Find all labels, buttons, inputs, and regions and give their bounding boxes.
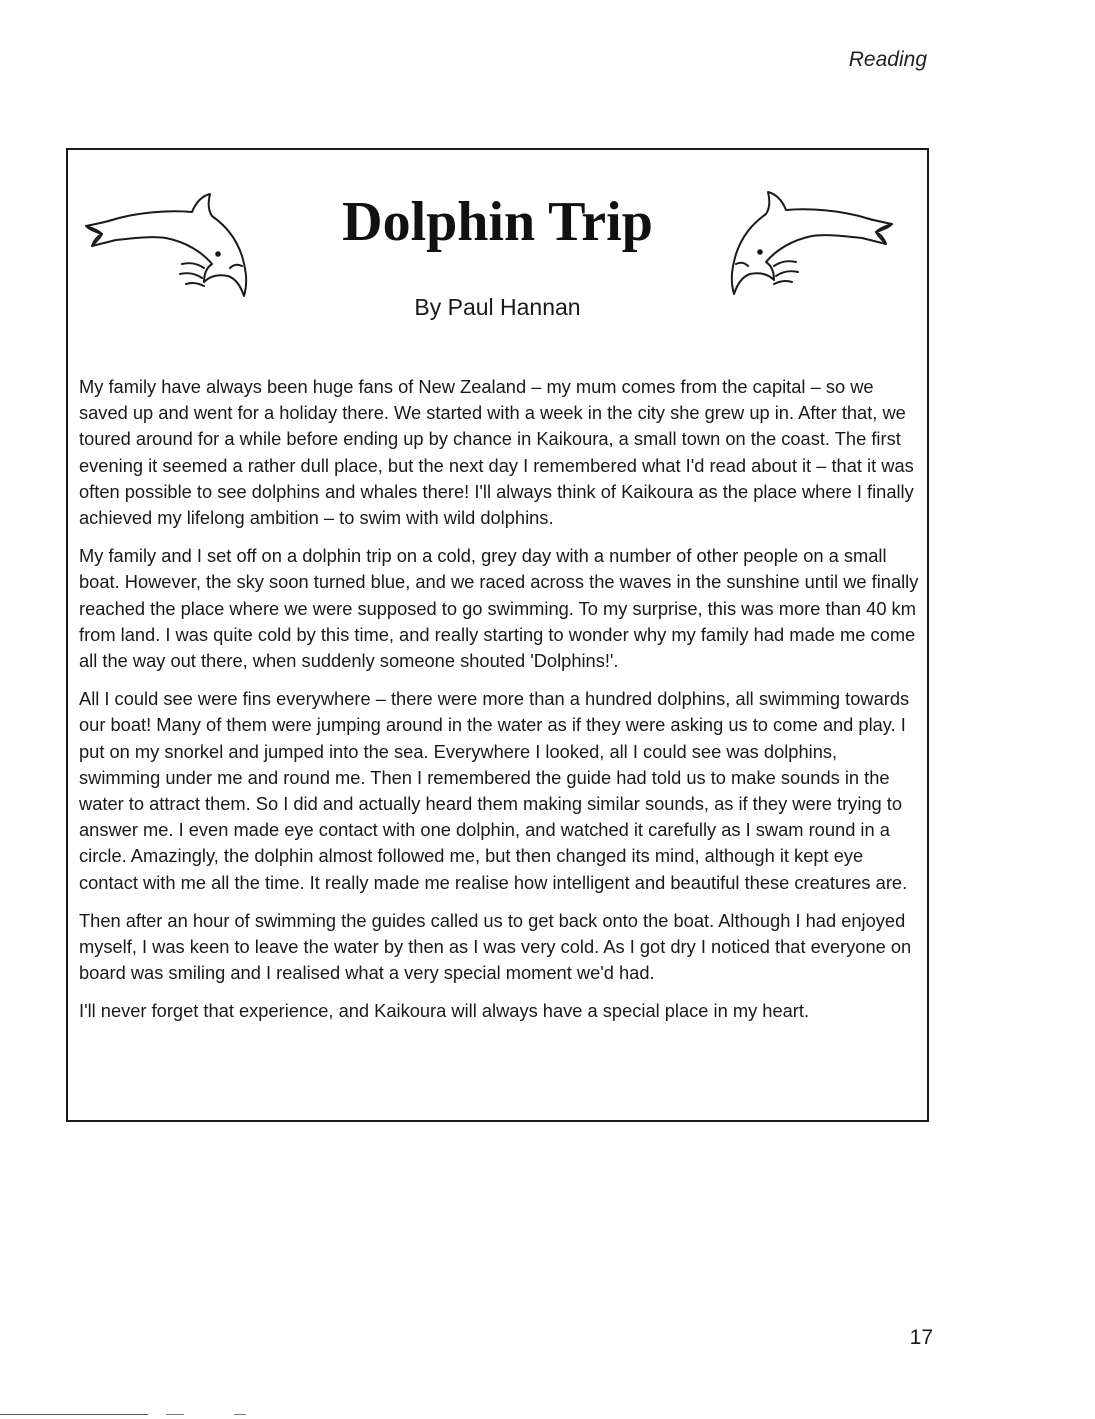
story-paragraph: I'll never forget that experience, and Kaikoura will always have a special place in my heart.	[79, 1000, 810, 1022]
footer-rule	[234, 1414, 246, 1415]
page-number: 17	[909, 1326, 933, 1349]
footer-rule	[0, 1414, 148, 1415]
story-byline: By Paul Hannan	[414, 294, 581, 320]
footer-rule	[166, 1414, 184, 1415]
story-paragraph: My family have always been huge fans of New Zealand – my mum comes from the capital – so we saved up and went for a holiday there. We started with a week in the city she grew up in. After that, we toured around for a while before ending up by chance in Kaikoura, a small town on the coast. The first evening it seemed a rather dull place, but the next day I remembered what I'd read about it – that it was often possible to see dolphins and whales there! I'll always think of Kaikoura as the place where I finally achieved my lifelong ambition – to swim with wild dolphins.	[79, 376, 914, 529]
story-box	[66, 148, 929, 1122]
story-body	[79, 374, 919, 1037]
story-title: Dolphin Trip	[342, 191, 653, 253]
story-paragraph: All I could see were fins everywhere – there were more than a hundred dolphins, all swimming towards our boat! Many of them were jumping around in the water as if they were asking us to come and play. I put on my snorkel and jumped into the sea. Everywhere I looked, all I could see was dolphins, swimming under me and round me. Then I remembered the guide had told us to make sounds in the water to attract them. So I did and actually heard them making similar sounds, as if they were trying to answer me. I even made eye contact with one dolphin, and watched it carefully as I swam round in a circle. Amazingly, the dolphin almost followed me, but then changed its mind, although it kept eye contact with me all the time. It really made me realise how intelligent and beautiful these creatures are.	[79, 688, 910, 893]
story-paragraph: My family and I set off on a dolphin trip on a cold, grey day with a number of other people on a small boat. However, the sky soon turned blue, and we raced across the waves in the sunshine until we finally reached the place where we were supposed to go swimming. To my surprise, this was more than 40 km from land. I was quite cold by this time, and really starting to wonder why my family had made me come all the way out there, when suddenly someone shouted 'Dolphins!'.	[79, 545, 919, 672]
dolphin-icon	[720, 170, 900, 298]
section-label: Reading	[848, 48, 927, 71]
story-paragraph: Then after an hour of swimming the guides called us to get back onto the boat. Although I had enjoyed myself, I was keen to leave the water by then as I was very cold. As I got dry I noticed that everyone on board was smiling and I realised what a very special moment we'd had.	[79, 909, 912, 984]
